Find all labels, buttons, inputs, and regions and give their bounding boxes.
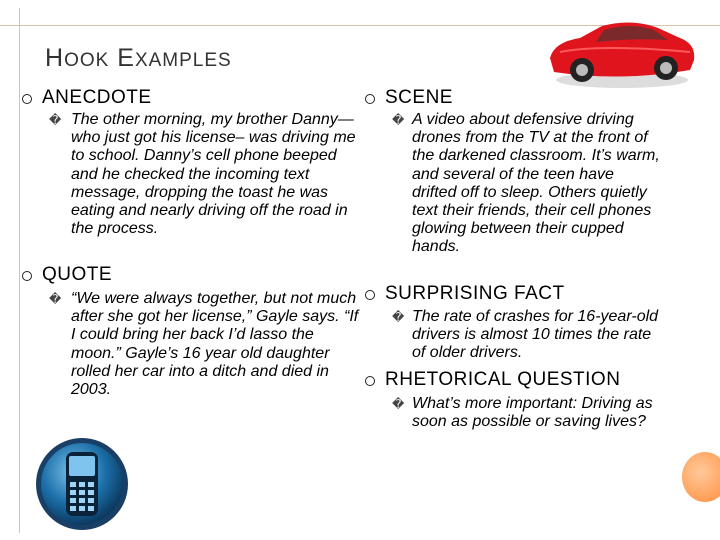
fact-text: The rate of crashes for 16-year-old drivers is almost 10 times the rate of older drivers. [412,308,659,362]
bullet-icon [365,290,375,300]
red-car-image [540,8,700,90]
bullet-icon [365,376,375,386]
scene-text: A video about defensive driving drones from the TV at the front of the darkened classroom. It’s warm, and several of the teen have drifted off to sleep. Others quietly text their friends, their cell phones glowing between their cupped hands. [412,111,660,256]
slide-title: HOOK EXAMPLES [45,44,232,72]
rhetorical-text: What’s more important: Driving as soon as possible or saving lives? [412,395,653,431]
sub-bullet-icon: � [49,292,62,306]
bullet-icon [365,94,375,104]
quote-heading: QUOTE [42,264,113,285]
left-rule [19,8,20,533]
fact-heading: SURPRISING FACT [385,283,565,304]
orange-circle-decoration [682,452,720,502]
cell-phone-icon [34,436,130,532]
sub-bullet-icon: � [392,113,405,127]
anecdote-heading: ANECDOTE [42,87,152,108]
anecdote-text: The other morning, my brother Danny—who just got his license– was driving me to school. Danny’s cell phone beeped and he checked the incoming text message, dropping the toast he was eating and nearly driving off the road in the process. [71,111,356,238]
sub-bullet-icon: � [49,113,62,127]
rhetorical-heading: RHETORICAL QUESTION [385,369,621,390]
scene-heading: SCENE [385,87,453,108]
sub-bullet-icon: � [392,397,405,411]
bullet-icon [22,271,32,281]
sub-bullet-icon: � [392,310,405,324]
bullet-icon [22,94,32,104]
quote-text: “We were always together, but not much after she got her license,” Gayle says. “If I could bring her back I’d lasso the moon.” Gayle’s 16 year old daughter rolled her car into a ditch and died in 2003. [71,290,359,399]
